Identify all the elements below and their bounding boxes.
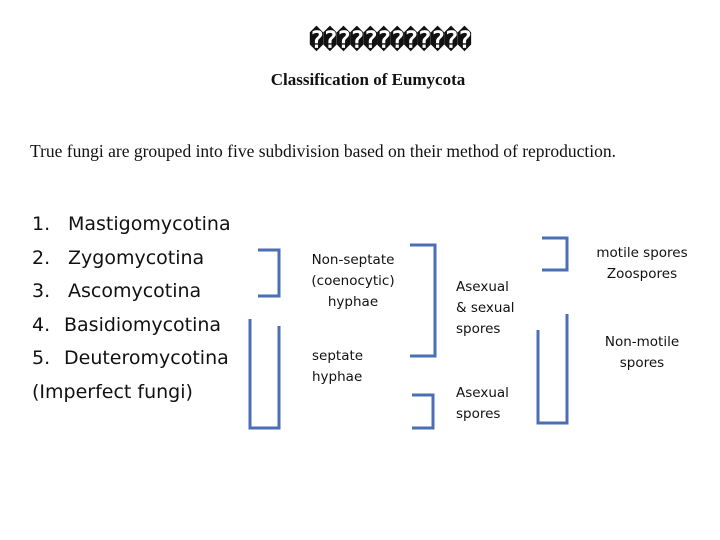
label-line: spores [456, 321, 501, 337]
list-item-number: 2. [32, 246, 51, 269]
page-heading: Classification of Eumycota [270, 70, 466, 89]
list-item-name: Zygomycotina [68, 246, 205, 269]
label-line: motile spores [596, 245, 688, 261]
list-item-number: 5. [32, 347, 51, 369]
list-item-name: Mastigomycotina [68, 213, 231, 235]
label-line: Zoospores [606, 266, 678, 282]
label-line: (coenocytic) [311, 273, 395, 289]
label-line: hyphae [327, 294, 379, 310]
list-item-number: 1. [32, 213, 51, 235]
bracket-subdivisions-4-5 [250, 319, 279, 428]
bracket-septate-to-asexual [412, 395, 433, 428]
bracket-subdivisions-2-3 [258, 250, 279, 296]
list-item-name: Basidiomycotina [64, 313, 222, 336]
bracket-spores-to-non-motile [538, 314, 567, 423]
intro-text: True fungi are grouped into five subdivision based on their method of reproduction. [30, 141, 616, 161]
list-item-number: 3. [32, 280, 51, 302]
list-item-name: Deuteromycotina [64, 347, 229, 369]
label-line: Non-septate [311, 252, 395, 268]
list-item-number: 4. [32, 313, 51, 336]
label-line: spores [456, 406, 501, 422]
label-line: Asexual [456, 385, 509, 401]
label-line: hyphae [312, 369, 363, 385]
label-line: Non-motile [604, 334, 680, 350]
page-title-garbled: ������������ [309, 26, 471, 54]
label-line: spores [619, 355, 665, 371]
bracket-non-septate-to-asexual-sexual [410, 245, 435, 356]
label-line: & sexual [456, 300, 515, 316]
label-line: septate [312, 348, 364, 364]
list-item-name: Ascomycotina [68, 280, 202, 302]
bracket-asexual-sexual-to-motile [542, 238, 567, 270]
imperfect-fungi-note: (Imperfect fungi) [32, 380, 193, 403]
label-line: Asexual [456, 279, 509, 295]
